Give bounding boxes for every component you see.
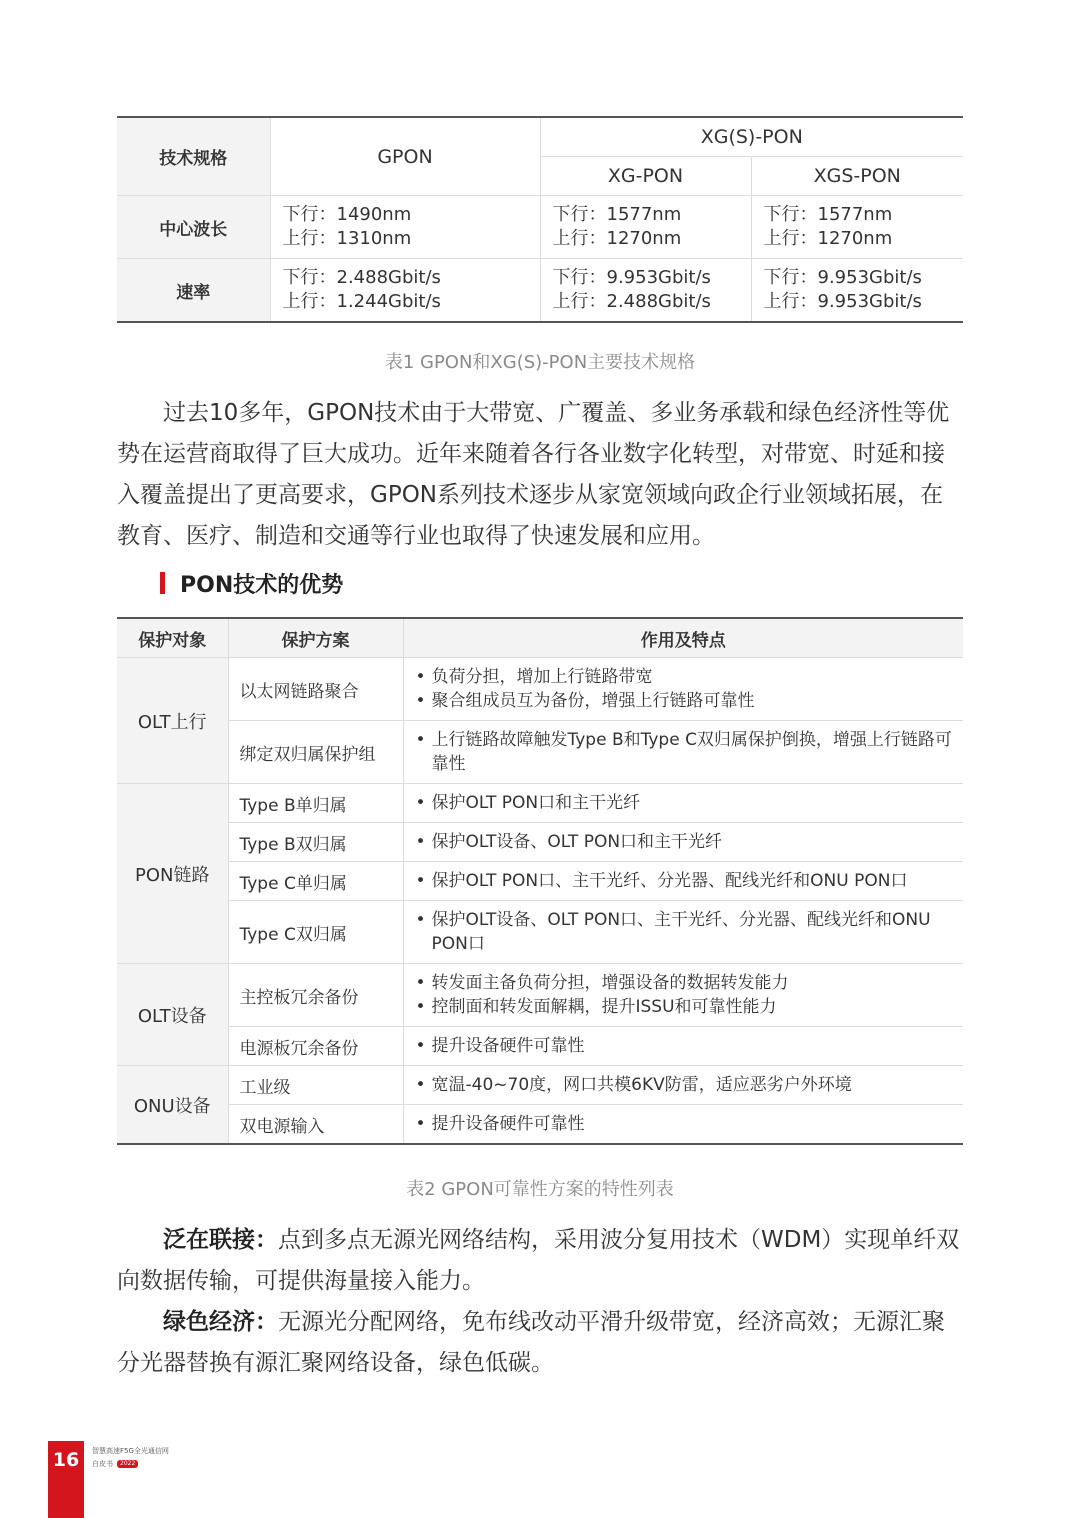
table-row bbox=[117, 862, 963, 901]
year-badge: 2022 bbox=[117, 1460, 138, 1468]
xgs-wavelength: 下行：1577nm 上行：1270nm bbox=[751, 196, 963, 259]
spec-header: 技术规格 bbox=[117, 117, 270, 196]
features: • 提升设备硬件可靠性 bbox=[403, 1027, 963, 1066]
features: • 负荷分担，增加上行链路带宽 • 聚合组成员互为备份，增强上行链路可靠性 bbox=[403, 658, 963, 721]
features: • 上行链路故障触发Type B和Type C双归属保护倒换，增强上行链路可靠性 bbox=[403, 721, 963, 784]
protection-object: PON链路 bbox=[117, 784, 228, 964]
footer-title: 智慧高速F5G全光通信网 bbox=[92, 1447, 169, 1455]
protection-scheme: Type B单归属 bbox=[228, 784, 403, 823]
col-header: 作用及特点 bbox=[403, 618, 963, 658]
protection-scheme: 绑定双归属保护组 bbox=[228, 721, 403, 784]
advantage-ubiquitous: 泛在联接：点到多点无源光网络结构，采用波分复用技术（WDM）实现单纤双向数据传输，可提供海量接入能力。 bbox=[117, 1227, 960, 1294]
features: • 宽温-40~70度，网口共模6KV防雷，适应恶劣户外环境 bbox=[403, 1066, 963, 1105]
protection-scheme: 主控板冗余备份 bbox=[228, 964, 403, 1027]
advantage-green: 绿色经济：无源光分配网络，免布线改动平滑升级带宽，经济高效；无源汇聚分光器替换有源汇聚网络设备，绿色低碳。 bbox=[117, 1309, 945, 1376]
table-row bbox=[117, 823, 963, 862]
gpon-wavelength: 下行：1490nm 上行：1310nm bbox=[270, 196, 540, 259]
table-row bbox=[117, 1066, 963, 1105]
protection-scheme: 电源板冗余备份 bbox=[228, 1027, 403, 1066]
xgs-group-header: XG(S)-PON bbox=[540, 117, 963, 157]
table-row bbox=[117, 658, 963, 721]
gpon-header: GPON bbox=[270, 117, 540, 196]
section-heading bbox=[160, 568, 343, 598]
protection-scheme: Type B双归属 bbox=[228, 823, 403, 862]
protection-scheme: 以太网链路聚合 bbox=[228, 658, 403, 721]
table-row bbox=[117, 196, 963, 259]
table2-caption: 表2 GPON可靠性方案的特性列表 bbox=[406, 1179, 674, 1200]
table-row bbox=[117, 784, 963, 823]
gpon-rate: 下行：2.488Gbit/s 上行：1.244Gbit/s bbox=[270, 259, 540, 323]
advantage-term: 泛在联接： bbox=[163, 1227, 278, 1253]
protection-scheme: 工业级 bbox=[228, 1066, 403, 1105]
table-row bbox=[117, 1027, 963, 1066]
features: • 提升设备硬件可靠性 bbox=[403, 1105, 963, 1145]
features: • 保护OLT设备、OLT PON口、主干光纤、分光器、配线光纤和ONU PON口 bbox=[403, 901, 963, 964]
intro-paragraph: 过去10多年，GPON技术由于大带宽、广覆盖、多业务承载和绿色经济性等优势在运营商取得了巨大成功。近年来随着各行各业数字化转型，对带宽、时延和接入覆盖提出了更高要求，GPON系列技术逐步从家宽领域向政企行业领域拓展，在教育、医疗、制造和交通等行业也取得了快速发展和应用。 bbox=[117, 400, 950, 549]
table-row bbox=[117, 964, 963, 1027]
table-header-row bbox=[117, 618, 963, 658]
protection-object: OLT上行 bbox=[117, 658, 228, 784]
row-label: 中心波长 bbox=[117, 196, 270, 259]
xg-pon-header: XG-PON bbox=[540, 157, 751, 196]
footer-subtitle: 白皮书 2022 bbox=[92, 1459, 138, 1469]
features: • 保护OLT设备、OLT PON口和主干光纤 bbox=[403, 823, 963, 862]
features: • 转发面主备负荷分担，增强设备的数据转发能力 • 控制面和转发面解耦，提升ISSU和可靠性能力 bbox=[403, 964, 963, 1027]
table-row bbox=[117, 259, 963, 323]
col-header: 保护方案 bbox=[228, 618, 403, 658]
protection-object: OLT设备 bbox=[117, 964, 228, 1066]
protection-scheme: 双电源输入 bbox=[228, 1105, 403, 1145]
advantage-term: 绿色经济： bbox=[163, 1309, 278, 1335]
table-row bbox=[117, 1105, 963, 1145]
table1-caption: 表1 GPON和XG(S)-PON主要技术规格 bbox=[384, 352, 696, 373]
xgs-pon-header: XGS-PON bbox=[751, 157, 963, 196]
xgs-rate: 下行：9.953Gbit/s 上行：9.953Gbit/s bbox=[751, 259, 963, 323]
table-row bbox=[117, 721, 963, 784]
page-number: 16 bbox=[52, 1449, 80, 1471]
protection-object: ONU设备 bbox=[117, 1066, 228, 1145]
row-label: 速率 bbox=[117, 259, 270, 323]
protection-scheme: Type C双归属 bbox=[228, 901, 403, 964]
section-title: PON技术的优势 bbox=[180, 572, 344, 598]
protection-scheme: Type C单归属 bbox=[228, 862, 403, 901]
table-row bbox=[117, 901, 963, 964]
reliability-table bbox=[117, 617, 963, 1145]
features: • 保护OLT PON口和主干光纤 bbox=[403, 784, 963, 823]
heading-accent-bar bbox=[160, 572, 165, 594]
spec-table bbox=[117, 116, 963, 323]
col-header: 保护对象 bbox=[117, 618, 228, 658]
xg-rate: 下行：9.953Gbit/s 上行：2.488Gbit/s bbox=[540, 259, 751, 323]
features: • 保护OLT PON口、主干光纤、分光器、配线光纤和ONU PON口 bbox=[403, 862, 963, 901]
xg-wavelength: 下行：1577nm 上行：1270nm bbox=[540, 196, 751, 259]
